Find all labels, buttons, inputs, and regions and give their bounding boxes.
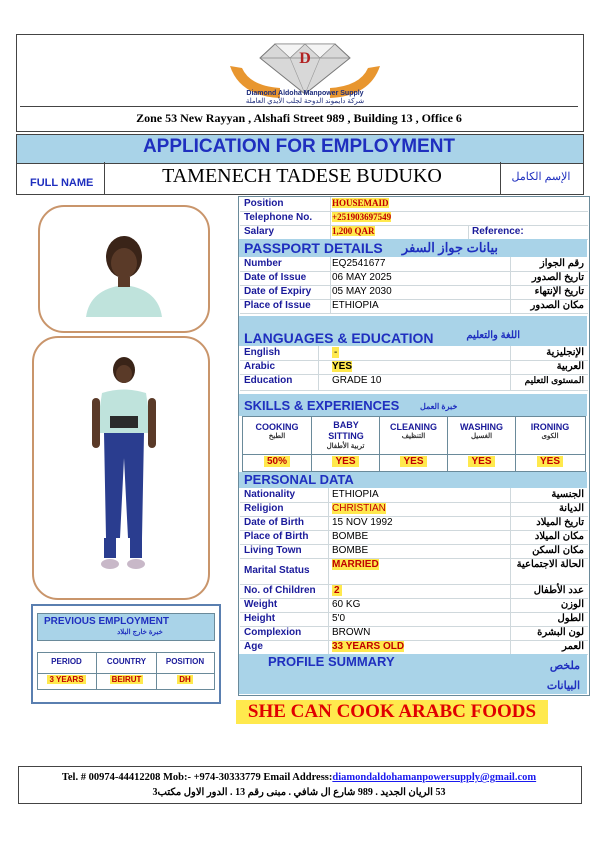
weight-value: 60 KG [332,599,361,610]
full-body-photo [32,336,210,600]
children-row: No. of Children 2 عدد الأطفال [240,584,588,599]
passport-issue-row: Date of Issue 06 MAY 2025 تاريخ الصدور [240,271,588,286]
prev-header-position: POSITION [165,657,205,666]
skill-washing: WASHING الغسيل [459,422,503,440]
portrait-photo [38,205,210,333]
prev-period-cell [37,675,96,684]
previous-employment-title: PREVIOUS EMPLOYMENT [44,616,170,627]
pob-row: Place of Birth BOMBE مكان الميلاد [240,530,588,545]
marital-value: MARRIED [332,559,379,570]
svg-text:D: D [299,50,311,67]
skill-ironing-value: YES [516,456,584,469]
passport-place-value: ETHIOPIA [332,300,379,311]
languages-title-ar: اللغة والتعليم [466,330,520,341]
position-value: HOUSEMAID [332,198,389,208]
prev-country-cell [97,675,156,684]
arabic-value: YES [332,361,353,372]
company-name-ar: شركة دايموند الدوحة لجلب الأيدي العاملة [245,98,365,105]
full-name-value: TAMENECH TADESE BUDUKO [162,165,442,187]
reference-label: Reference: [472,226,524,237]
height-row: Height 5'0 الطول [240,612,588,627]
languages-title: LANGUAGES & EDUCATION [244,330,434,346]
prev-period-value: 3 YEARS [49,675,84,684]
telephone-row [240,211,588,226]
prev-header-country: COUNTRY [106,657,147,666]
page-title: APPLICATION FOR EMPLOYMENT [142,136,456,157]
skill-cleaning-value: YES [380,456,447,469]
skill-cleaning: CLEANING التنظيف [390,422,437,440]
company-address: Zone 53 New Rayyan , Alshafi Street 989 , Building 13 , Office 6 [20,106,578,129]
profile-summary-title-ar: ملخص البيانات [546,660,580,692]
footer-email-link[interactable]: diamondaldohamanpowersupply@gmail.com [332,772,537,783]
personal-title: PERSONAL DATA [244,472,354,487]
passport-place-row: Place of Issue ETHIOPIA مكان الصدور [240,299,588,314]
skills-title: SKILLS & EXPERIENCES [244,398,400,413]
children-value: 2 [334,585,340,596]
complexion-row: Complexion BROWN لون البشرة [240,626,588,641]
weight-row: Weight 60 KG الوزن [240,598,588,613]
previous-employment-title-ar: خبرة خارج البلاد [117,629,163,636]
english-row: English - الإنجليزية [240,346,588,361]
passport-number-row: Number EQ2541677 رقم الجواز [240,257,588,272]
passport-title: PASSPORT DETAILS [244,240,383,256]
living-town-value: BOMBE [332,545,369,556]
age-value: 33 YEARS OLD [332,641,405,652]
skill-washing-value: YES [448,456,515,469]
religion-value: CHRISTIAN [332,503,386,514]
footer-address-ar: 53 الريان الجديد . 989 شارع ال شافي . مبنى رقم 13 . الدور الاول مكتب3 [152,787,446,798]
prev-position-value: DH [179,675,191,684]
passport-expiry-row: Date of Expiry 05 MAY 2030 تاريخ الإنتهاء [240,285,588,300]
salary-row [240,225,588,240]
passport-issue-value: 06 MAY 2025 [332,272,392,283]
remark-text: SHE CAN COOK ARABC FOODS [236,700,548,724]
nationality-row: Nationality ETHIOPIA الجنسية [240,488,588,503]
passport-title-ar: بيانات جواز السفر [401,240,498,255]
prev-position-cell [157,675,213,684]
telephone-label: Telephone No. [244,212,313,223]
dob-row: Date of Birth 15 NOV 1992 تاريخ الميلاد [240,516,588,531]
position-label: Position [244,198,284,209]
passport-number-value: EQ2541677 [332,258,386,269]
skill-baby-sitting-value: YES [312,456,379,469]
english-value: - [334,347,338,358]
profile-summary-title: PROFILE SUMMARY [268,654,395,669]
full-name-label: FULL NAME [30,177,94,189]
marital-row: Marital Status MARRIED الحالة الاجتماعية [240,558,588,585]
company-name-en: Diamond Aldoha Manpower Supply [246,90,364,97]
nationality-value: ETHIOPIA [332,489,379,500]
skill-ironing: IRONING الكوى [530,422,570,440]
religion-row: Religion CHRISTIAN الديانة [240,502,588,517]
person-icon [40,207,208,331]
position-row [240,197,588,212]
living-town-row: Living Town BOMBE مكان السكن [240,544,588,559]
skills-title-ar: خبرة العمل [420,402,458,411]
dob-value: 15 NOV 1992 [332,517,393,528]
complexion-value: BROWN [332,627,371,638]
skill-baby-sitting: BABY SITTING تربية الأطفال [326,420,365,450]
arabic-row: Arabic YES العربية [240,360,588,375]
footer-contact-text: Tel. # 00974-44412208 Mob:- +974-30333779 Email Address: [61,772,333,783]
skill-cooking-value: 50% [243,456,311,469]
skill-cooking: COOKING الطبخ [255,422,299,440]
height-value: 5'0 [332,613,346,624]
education-row: Education GRADE 10 المستوى التعليم [240,374,588,391]
person-full-icon [34,338,208,598]
prev-country-value: BEIRUT [111,675,142,684]
pob-value: BOMBE [332,531,369,542]
telephone-value: +251903697549 [332,212,392,222]
salary-value: 1,200 QAR [332,226,375,236]
passport-expiry-value: 05 MAY 2030 [332,286,392,297]
salary-label: Salary [244,226,275,237]
education-value: GRADE 10 [332,375,382,386]
age-row: Age 33 YEARS OLD العمر [240,640,588,655]
footer-contact [18,772,580,783]
prev-header-period: PERIOD [51,657,82,666]
full-name-label-ar: الإسم الكامل [511,171,571,183]
